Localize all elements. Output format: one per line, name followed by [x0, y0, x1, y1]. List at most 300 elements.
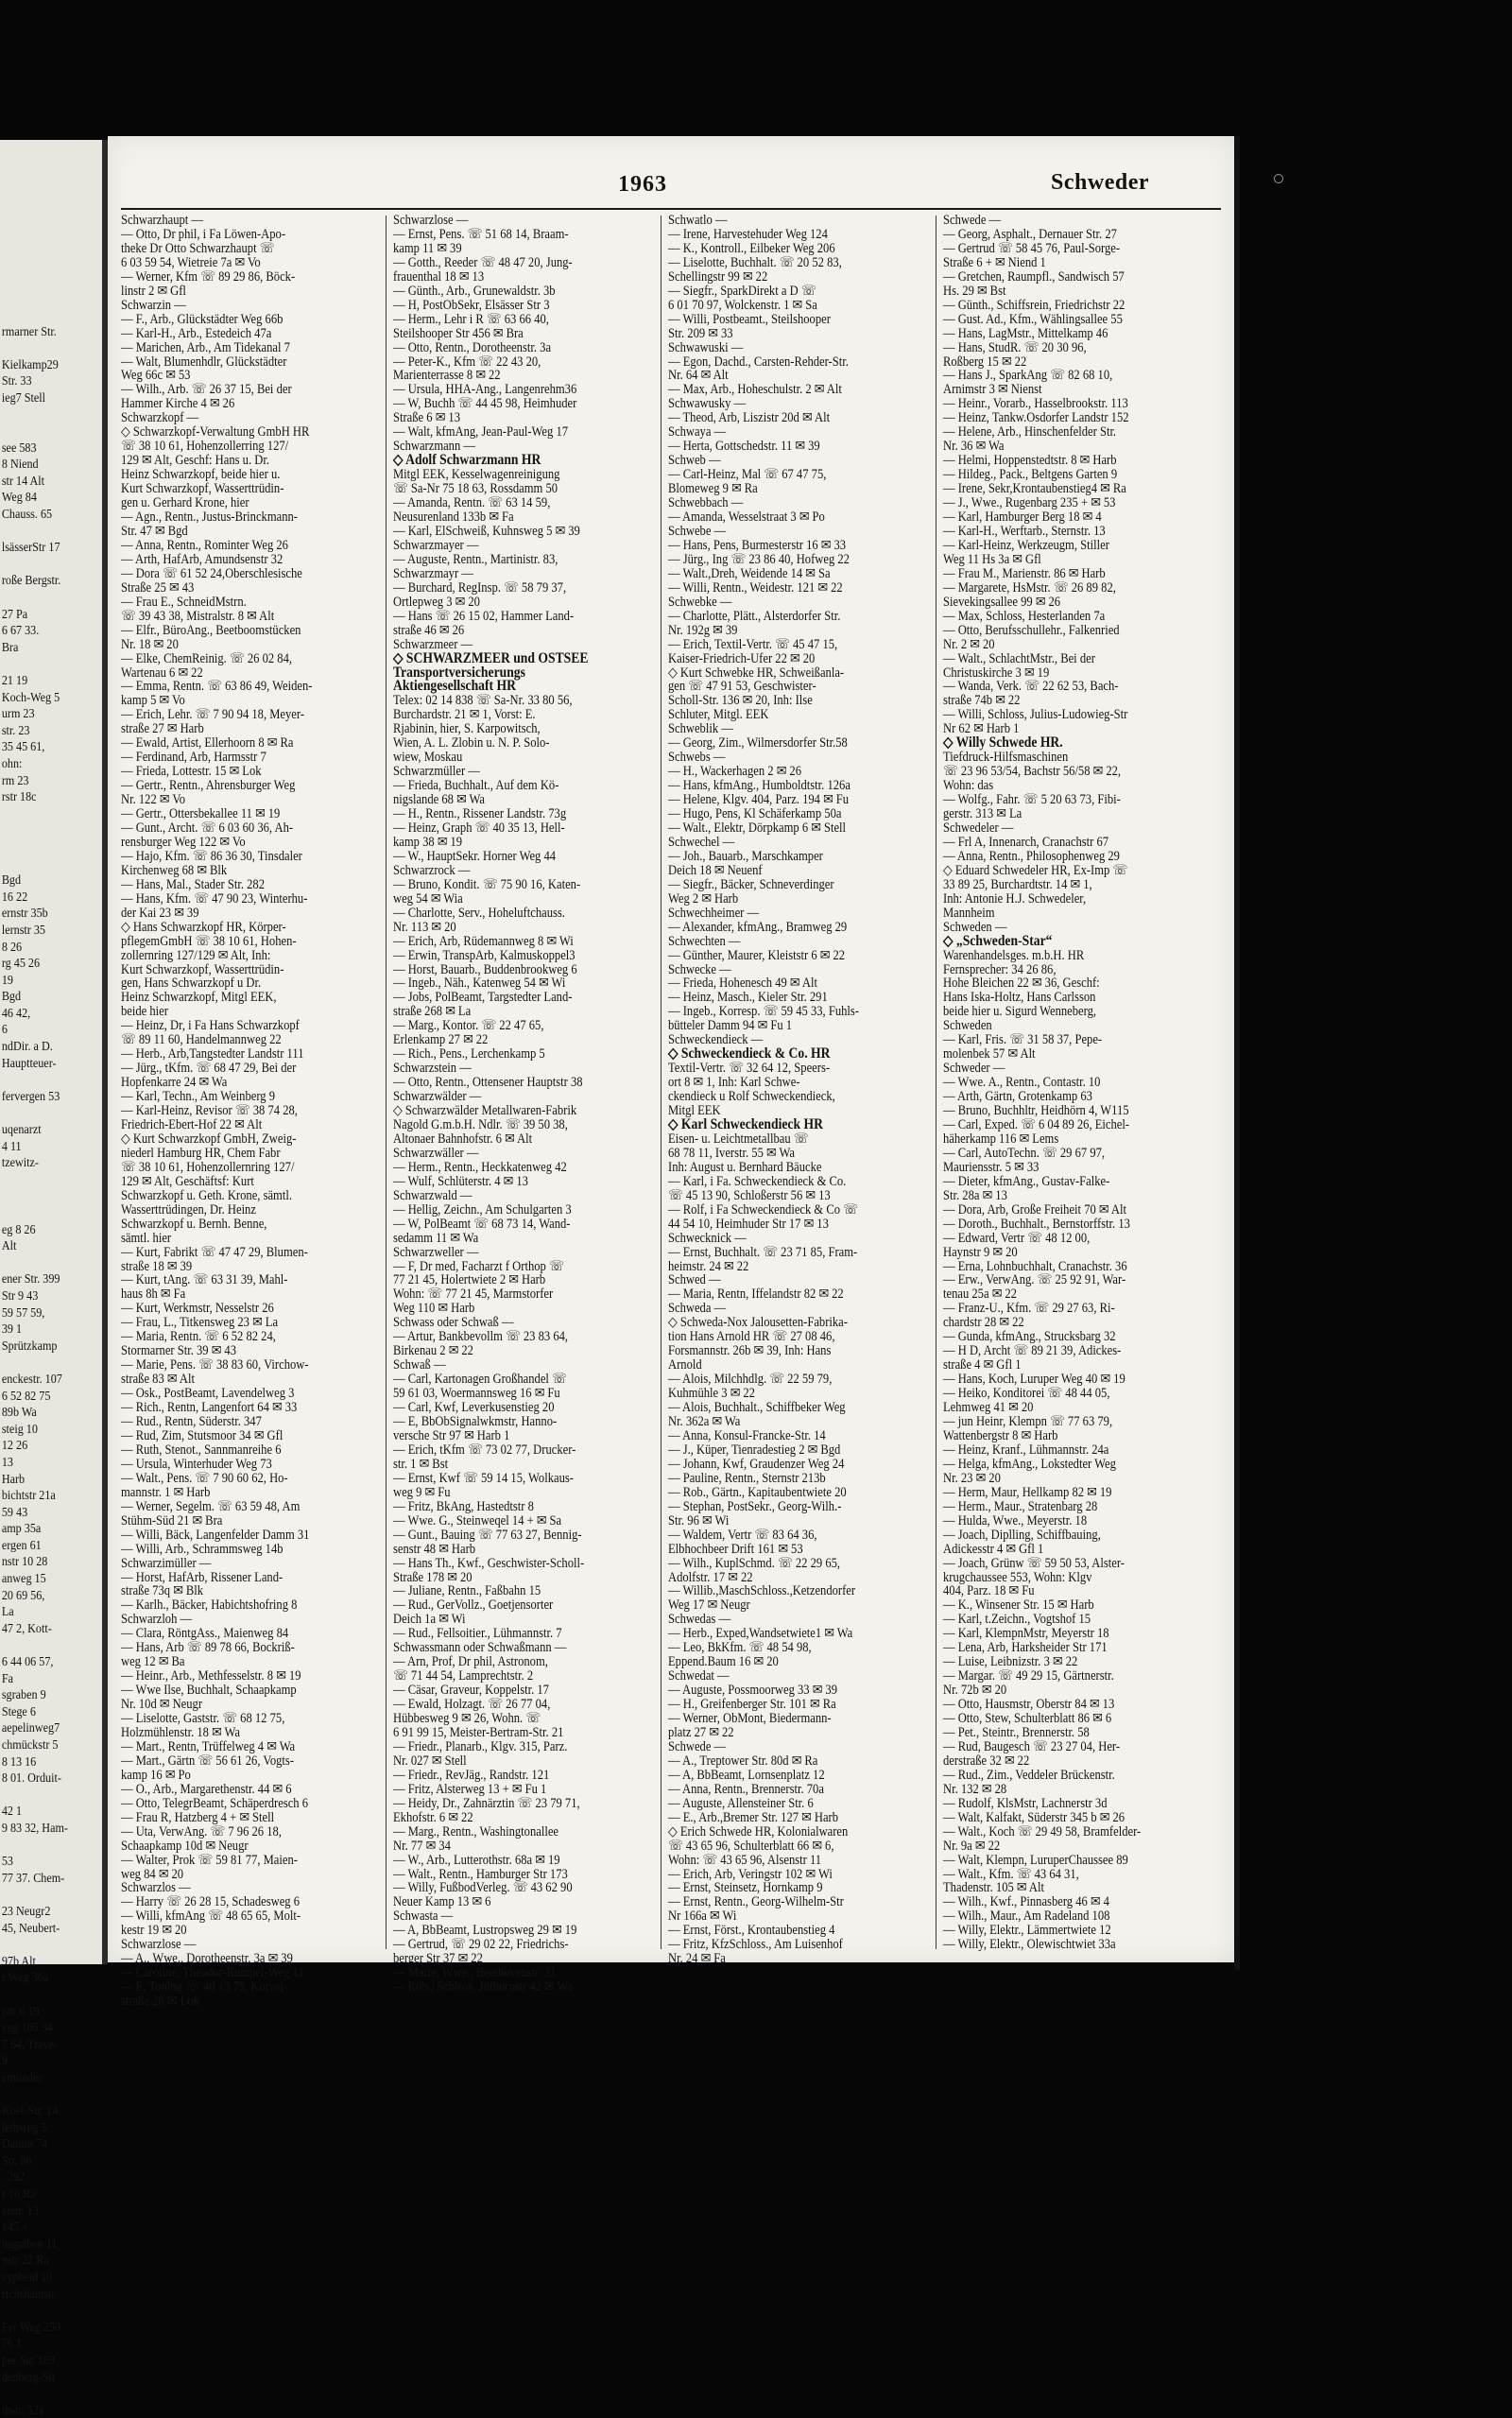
strip-line: enckestr. 107 [1, 1371, 62, 1386]
directory-entry-line: — Joh., Bauarb., Marschkamper [668, 848, 823, 864]
directory-entry-line: — Karlh., Bäcker, Habichtshofring 8 [121, 1598, 298, 1614]
directory-entry-line: — Egon, Dachd., Carsten-Rehder-Str. [668, 354, 849, 370]
directory-entry-line: Inh: August u. Bernhard Bäucke [668, 1159, 822, 1175]
directory-entry-line: gen ☏ 47 91 53, Geschwister- [668, 679, 816, 695]
directory-entry-line: — Fritz, BkAng, Hastedtstr 8 [393, 1498, 534, 1514]
directory-entry-line: — W., Arb., Lutterothstr. 68a ✉ 19 [393, 1852, 560, 1868]
directory-entry-line: Hopfenkarre 24 ✉ Wa [121, 1075, 228, 1091]
directory-entry-line: — Otto, Stew, Schulterblatt 86 ✉ 6 [943, 1711, 1112, 1727]
strip-line [0, 339, 94, 356]
directory-entry-line: — Pet., Steintr., Brennerstr. 58 [943, 1724, 1090, 1740]
directory-entry-line: — Rob., Gärtn., Kapitaubentwiete 20 [668, 1484, 847, 1500]
directory-entry-line: — H., Greifenberger Str. 101 ✉ Ra [668, 1697, 836, 1713]
directory-entry-line: — Pauline, Rentn., Sternstr 213b [668, 1470, 826, 1486]
directory-entry-line: linstr 2 ✉ Gfl [121, 283, 186, 299]
directory-entry-line: straße 18 ✉ 39 [121, 1258, 193, 1274]
strip-line: anweg 15 [1, 1571, 46, 1586]
directory-entry-line: ◇ SCHWARZMEER und OSTSEE [393, 649, 589, 666]
directory-entry-line: — Ingeb., Näh., Katenweg 54 ✉ Wi [393, 976, 566, 992]
strip-line: 4 11 [1, 1138, 22, 1153]
strip-line: 19 [1, 972, 13, 987]
strip-line: erstr. 13 [1, 2202, 39, 2218]
directory-entry-line: — E, Tonlng ☏ 48 13 75, Korvei- [121, 1979, 288, 1995]
directory-entry-line: — Rud., Zim., Veddeler Brückenstr. [943, 1767, 1115, 1783]
directory-entry-line: — Mart., Gärtn ☏ 56 61 26, Vogts- [121, 1753, 295, 1769]
surname-heading: Schwedeler — [943, 820, 1014, 836]
directory-entry-line: Schwarzkopf u. Bernh. Benne, [121, 1216, 267, 1232]
directory-entry-line: — Karl, Techn., Am Weinberg 9 [121, 1089, 276, 1105]
directory-entry-line: 129 ✉ Alt, Geschf: Hans u. Dr. [121, 453, 269, 469]
directory-entry-line: gen, Hans Schwarzkopf u Dr. [121, 976, 262, 992]
directory-entry-line: weg 84 ✉ 20 [121, 1866, 184, 1882]
directory-entry-line: Hans Iska-Holtz, Hans Carlsson [943, 990, 1096, 1006]
strip-line: 20 69 56, [1, 1587, 45, 1602]
directory-entry-line: Arnimstr 3 ✉ Nienst [943, 382, 1042, 398]
directory-entry-line: — Wilh., Arb. ☏ 26 37 15, Bei der [121, 382, 292, 398]
strip-line: 8 Niend [1, 457, 39, 472]
directory-entry-line: Telex: 02 14 838 ☏ Sa-Nr. 33 80 56, [393, 693, 573, 709]
page-header: Schweder [1051, 170, 1149, 195]
directory-entry-line: ort 8 ✉ 1, Inh: Karl Schwe- [668, 1075, 800, 1091]
directory-entry-line: — Herb., Exped,Wandsetwiete1 ✉ Wa [668, 1626, 853, 1642]
strip-line [0, 406, 94, 423]
directory-entry-line: kamp 11 ✉ 39 [393, 240, 462, 256]
strip-line [0, 1171, 94, 1188]
strip-line [0, 1187, 94, 1204]
strip-line: veg 105 34 [1, 2020, 53, 2035]
directory-entry-line: Str. 47 ✉ Bgd [121, 523, 188, 539]
directory-entry-line: der Kai 23 ✉ 39 [121, 905, 199, 921]
directory-entry-line: — Wwe. G., Steinweqel 14 + ✉ Sa [393, 1512, 562, 1529]
directory-entry-line: — Willi, Rentn., Weidestr. 121 ✉ 22 [668, 579, 843, 596]
directory-entry-line: — Werner, Segelm. ☏ 63 59 48, Am [121, 1498, 301, 1514]
directory-entry-line: Arnold [668, 1357, 702, 1373]
directory-entry-line: ◇ Eduard Schwedeler HR, Ex-Imp ☏ [943, 862, 1128, 878]
strip-line: str 14 Alt [1, 473, 45, 488]
directory-entry-line: ◇ Karl Schweckendieck HR [668, 1116, 823, 1132]
directory-entry-line: — Max, Arb., Hoheschulstr. 2 ✉ Alt [668, 382, 842, 398]
directory-entry-line: ◇ Schweckendieck & Co. HR [668, 1045, 831, 1062]
directory-entry-line: Aktiengesellschaft HR [393, 678, 516, 695]
directory-entry-line: — Alexander, kfmAng., Bramweg 29 [668, 919, 848, 935]
directory-entry-line: Wattenbergstr 8 ✉ Harb [943, 1427, 1058, 1443]
strip-line: Bgd [1, 872, 22, 888]
directory-entry-line: — Helene, Klgv. 404, Parz. 194 ✉ Fu [668, 792, 850, 808]
directory-entry-line: heimstr. 24 ✉ 22 [668, 1258, 749, 1274]
directory-entry-line: Nr. 18 ✉ 20 [121, 636, 179, 652]
directory-entry-line: Blomeweg 9 ✉ Ra [668, 481, 758, 497]
strip-line: ergen 61 [1, 1537, 42, 1552]
directory-entry-line: — Siegfr., SparkDirekt a D ☏ [668, 283, 816, 299]
directory-entry-line: Lehmweg 41 ✉ 20 [943, 1400, 1034, 1416]
directory-entry-line: — W., HauptSekr. Horner Weg 44 [393, 848, 557, 864]
directory-entry-line: — Walter, Prok ☏ 59 81 77, Maien- [121, 1852, 298, 1868]
directory-entry-line: platz 27 ✉ 22 [668, 1724, 734, 1740]
strip-line [0, 855, 94, 872]
directory-entry-line: — Willi, Bäck, Langenfelder Damm 31 [121, 1527, 310, 1543]
strip-line [0, 1986, 94, 2003]
strip-line: lethweg 5 [1, 2119, 47, 2134]
strip-line: eypheid 10 [1, 2270, 53, 2284]
strip-line: 89b Wa [1, 1405, 37, 1420]
strip-line: 35 45 61, [1, 739, 45, 754]
directory-entry-line: — Waldem, Vertr ☏ 83 64 36, [668, 1527, 817, 1543]
directory-entry-line: ◇ Kurt Schwebke HR, Schweißanla- [668, 665, 845, 681]
directory-entry-line: — jun Heinr, Klempn ☏ 77 63 79, [943, 1414, 1113, 1430]
directory-entry-line: — Hans ☏ 26 15 02, Hammer Land- [393, 608, 575, 624]
strip-line: 7 64, Trave- [1, 2036, 58, 2051]
column-4 [943, 214, 1206, 1951]
directory-entry-line: — Joach, Diplling, Schiffbauing, [943, 1527, 1101, 1543]
directory-entry-line: Nr. 77 ✉ 34 [393, 1838, 451, 1854]
directory-entry-line: nigslande 68 ✉ Wa [393, 792, 486, 808]
directory-entry-line: — A., Wwe., Dorotheenstr. 3a ✉ 39 [121, 1951, 293, 1967]
directory-entry-line: — Heinz, Tankw.Osdorfer Landstr 152 [943, 410, 1129, 426]
surname-heading: Schwarzloh — [121, 1612, 193, 1628]
directory-entry-line: — Anna, Rentn., Brennerstr. 70a [668, 1781, 824, 1797]
directory-entry-line: — Walt., Rentn., Hamburger Str 173 [393, 1866, 568, 1882]
directory-entry-line: — Erich, Textil-Vertr. ☏ 45 47 15, [668, 636, 838, 652]
directory-entry-line: — Hans, Pens, Burmesterstr 16 ✉ 33 [668, 537, 847, 553]
directory-entry-line: — Werner, ObMont, Biedermann- [668, 1711, 832, 1727]
surname-heading: Schweder — [943, 1061, 1005, 1077]
directory-entry-line: — Karl-Heinz, Werkzeugm, Stiller [943, 537, 1109, 553]
surname-heading: Schwedas — [668, 1612, 731, 1628]
strip-line: Weg 84 [1, 490, 37, 505]
directory-entry-line: — Ewald, Artist, Ellerhoorn 8 ✉ Ra [121, 735, 294, 751]
directory-entry-line: Nr. 23 ✉ 20 [943, 1470, 1001, 1486]
directory-entry-line: — H., Wackerhagen 2 ✉ 26 [668, 764, 802, 780]
strip-line: r Weg 36a [1, 1970, 49, 1985]
directory-entry-line: — Max, Schloss, Hesterlanden 7a [943, 608, 1106, 624]
directory-entry-line: — K., Winsener Str. 15 ✉ Harb [943, 1598, 1094, 1614]
directory-entry-line: ◇ Schwarzwälder Metallwaren-Fabrik [393, 1103, 577, 1119]
directory-entry-line: — Gertr., Ottersbekallee 11 ✉ 19 [121, 806, 281, 822]
directory-entry-line: ◇ Hans Schwarzkopf HR, Körper- [121, 919, 286, 935]
directory-entry-line: Thadenstr. 105 ✉ Alt [943, 1880, 1045, 1896]
directory-entry-line: — Amanda, Wesselstraat 3 ✉ Po [668, 510, 825, 526]
directory-entry-line: — Karl-H., Arb., Estedeich 47a [121, 325, 272, 341]
strip-line: Str. 86 [1, 2152, 32, 2168]
directory-entry-line: — Heiko, Konditorei ☏ 48 44 05, [943, 1386, 1110, 1402]
directory-entry-line: Weg 66c ✉ 53 [121, 368, 191, 384]
directory-entry-line: Scholl-Str. 136 ✉ 20, Inh: Ilse [668, 693, 813, 709]
directory-entry-line: — Willy, Elektr., Lämmertwiete 12 [943, 1923, 1111, 1939]
strip-line: ieg7 Stell [1, 389, 46, 405]
strip-line: rstr 18c [1, 789, 37, 804]
directory-entry-line: Ekhofstr. 6 ✉ 22 [393, 1809, 473, 1825]
directory-entry-line: Straße 25 ✉ 43 [121, 579, 195, 596]
directory-entry-line: — Wulf, Schlüterstr. 4 ✉ 13 [393, 1173, 528, 1189]
directory-entry-line: Heinz Schwarzkopf, beide hier u. [121, 467, 281, 483]
directory-entry-line: — Marie, Wwe., Beethovenstr. 31 [393, 1965, 557, 1981]
directory-entry-line: — Rud, Baugesch ☏ 23 27 04, Her- [943, 1738, 1121, 1754]
directory-entry-line: Kirchenweg 68 ✉ Blk [121, 862, 228, 878]
directory-entry-line: Schaapkamp 10d ✉ Neugr [121, 1838, 249, 1854]
directory-entry-line: — Herm, Maur, Hellkamp 82 ✉ 19 [943, 1484, 1112, 1500]
directory-entry-line: — Herm., Maur., Stratenbarg 28 [943, 1498, 1098, 1514]
surname-heading: Schwarzmüller — [393, 764, 480, 780]
directory-entry-line: — Carl, AutoTechn. ☏ 29 67 97, [943, 1145, 1106, 1161]
directory-entry-line: mannstr. 1 ✉ Harb [121, 1484, 211, 1500]
directory-entry-line: — Joach, Grünw ☏ 59 50 53, Alster- [943, 1555, 1125, 1571]
strip-line: tzewitz- [1, 1155, 39, 1170]
directory-entry-line: — Harry ☏ 26 28 15, Schadesweg 6 [121, 1894, 301, 1910]
directory-entry-line: Ortlepweg 3 ✉ 20 [393, 594, 480, 610]
directory-entry-line: berger Str 37 ✉ 22 [393, 1951, 483, 1967]
directory-entry-line: — Karl, KlempnMstr, Meyerstr 18 [943, 1626, 1109, 1642]
directory-entry-line: — Heinz, Masch., Kieler Str. 291 [668, 990, 828, 1006]
directory-entry-line: — Hans, LagMstr., Mittelkamp 46 [943, 325, 1108, 341]
directory-entry-line: — Helene, Arb., Hinschenfelder Str. [943, 424, 1117, 440]
directory-entry-line: Nr. 113 ✉ 20 [393, 919, 456, 935]
directory-entry-line: Str. 28a ✉ 13 [943, 1187, 1007, 1203]
strip-line: 9 [1, 2053, 8, 2068]
directory-entry-line: Mitgl EEK, Kesselwagenreinigung [393, 467, 560, 483]
directory-entry-line: — Anna, Konsul-Francke-Str. 14 [668, 1427, 826, 1443]
directory-entry-line: — Erna, Lohnbuchhalt, Cranachstr. 36 [943, 1258, 1127, 1274]
strip-line: Fa [1, 1670, 13, 1685]
directory-entry-line: 59 61 03, Woermannsweg 16 ✉ Fu [393, 1386, 560, 1402]
strip-line: nstr 22 Ra [1, 2253, 49, 2268]
directory-entry-line: — E., Arb.,Bremer Str. 127 ✉ Harb [668, 1809, 839, 1825]
directory-entry-line: — Doroth., Buchhalt., Bernstorffstr. 13 [943, 1216, 1130, 1232]
directory-entry-line: kamp 16 ✉ Po [121, 1767, 191, 1783]
directory-entry-line: straße 268 ✉ La [393, 1004, 472, 1020]
directory-entry-line: — Dora, Arb, Große Freiheit 70 ✉ Alt [943, 1201, 1126, 1218]
directory-entry-line: — Otto, Hausmstr, Oberstr 84 ✉ 13 [943, 1697, 1115, 1713]
directory-entry-line: — Horst, HafArb, Rissener Land- [121, 1569, 284, 1585]
directory-entry-line: — Anna, Rentn., Rominter Weg 26 [121, 537, 288, 553]
directory-entry-line: — Frau, L., Titkensweg 23 ✉ La [121, 1315, 279, 1331]
directory-entry-line: — Wilh., Maur., Am Radeland 108 [943, 1908, 1110, 1925]
directory-entry-line: Neusurenland 133b ✉ Fa [393, 510, 514, 526]
directory-entry-line: — Rob., Schloss, Jüthornstr 42 ✉ Wa [393, 1979, 573, 1995]
directory-entry-line: ckendieck u Rolf Schweckendieck, [668, 1089, 835, 1105]
surname-heading: Schwarzwald — [393, 1187, 472, 1203]
directory-entry-line: — Rich., Pens., Lerchenkamp 5 [393, 1046, 545, 1062]
directory-entry-line: 44 54 10, Heimhuder Str 17 ✉ 13 [668, 1216, 829, 1232]
strip-line: 8 13 16 [1, 1753, 37, 1769]
directory-entry-line: — Stephan, PostSekr., Georg-Wilh.- [668, 1498, 842, 1514]
strip-line: nsgraben 11 [1, 2236, 58, 2251]
directory-entry-line: molenbek 57 ✉ Alt [943, 1046, 1036, 1062]
directory-entry-line: Kurt Schwarzkopf, Wasserttrüdin- [121, 961, 284, 977]
strip-line [0, 240, 94, 257]
directory-entry-line: Nagold G.m.b.H. Ndlr. ☏ 39 50 38, [393, 1117, 568, 1132]
surname-heading: Schwarzmayr — [393, 565, 473, 581]
directory-entry-line: — Karl, Fris. ☏ 31 58 37, Pepe- [943, 1032, 1103, 1048]
surname-heading: Schwarzmeer — [393, 636, 473, 652]
surname-heading: Schweb — [668, 453, 721, 469]
directory-entry-line: — Theod, Arb, Liszistr 20d ✉ Alt [668, 410, 831, 426]
directory-entry-line: — H., Rentn., Rissener Landstr. 73g [393, 806, 567, 822]
previous-page-strip [0, 140, 108, 2417]
directory-entry-line: — E, BbObSignalwkmstr, Hanno- [393, 1414, 558, 1430]
directory-entry-line: — Carl, Kartonagen Großhandel ☏ [393, 1372, 567, 1388]
surname-heading: Schwarzwäller — [393, 1145, 479, 1161]
directory-entry-line: — Erw., VerwAng. ☏ 25 92 91, War- [943, 1272, 1126, 1288]
directory-entry-line: ☏ 45 13 90, Schloßerstr 56 ✉ 13 [668, 1187, 831, 1203]
directory-entry-line: — Rud., GerVollz., Goetjensorter [393, 1598, 554, 1614]
surname-heading: Schweda — [668, 1301, 727, 1317]
strip-line: Harb [1, 1471, 26, 1486]
directory-entry-line: — Karl-H., Werftarb., Sternstr. 13 [943, 523, 1106, 539]
directory-entry-line: — Agn., Rentn., Justus-Brinckmann- [121, 510, 298, 526]
page-number: 1963 [618, 172, 667, 197]
surname-heading: Schwaya — [668, 424, 727, 440]
strip-line: 8 01. Orduit- [1, 1770, 61, 1786]
directory-entry-line: Friedrich-Ebert-Hof 22 ✉ Alt [121, 1117, 263, 1132]
strip-line: rm 23 [1, 772, 29, 787]
directory-entry-line: Adickesstr 4 ✉ Gfl 1 [943, 1541, 1044, 1557]
directory-entry-line: Birkenau 2 ✉ 22 [393, 1343, 473, 1359]
directory-entry-line: — Ferdinand, Arb, Harmsstr 7 [121, 750, 266, 766]
directory-entry-line: Deich 18 ✉ Neuenf [668, 862, 763, 878]
strip-line: 13 [1, 1454, 13, 1469]
directory-entry-line: beide hier u. Sigurd Wenneberg, [943, 1004, 1097, 1020]
directory-entry-line: Schluter, Mitgl. EEK [668, 707, 769, 723]
directory-entry-line: — Fritz, KfzSchloss., Am Luisenhof [668, 1937, 843, 1953]
directory-entry-line: — Marg., Kontor. ☏ 22 47 65, [393, 1018, 544, 1034]
directory-entry-line: — Erich, tKfm ☏ 73 02 77, Drucker- [393, 1442, 576, 1458]
directory-entry-line: — Heinz, Graph ☏ 40 35 13, Hell- [393, 820, 565, 836]
directory-entry-line: — Willi, Postbeamt., Steilshooper [668, 311, 831, 327]
directory-entry-line: — Heinz, Kranf., Lühmannstr. 24a [943, 1442, 1109, 1458]
directory-entry-line: — H D, Archt ☏ 89 21 39, Adickes- [943, 1343, 1122, 1359]
strip-line [0, 1354, 94, 1371]
directory-entry-line: straße 73q ✉ Blk [121, 1583, 204, 1599]
surname-heading: Schwedat — [668, 1668, 730, 1684]
directory-entry-line: — Gertrud ☏ 58 45 76, Paul-Sorge- [943, 240, 1121, 256]
directory-entry-line: — J., Küper, Tienradestieg 2 ✉ Bgd [668, 1442, 841, 1458]
directory-entry-line: Nr. 132 ✉ 28 [943, 1781, 1007, 1797]
directory-entry-line: — Walt., Koch ☏ 29 49 58, Bramfelder- [943, 1823, 1142, 1839]
directory-entry-line: Kuhmühle 3 ✉ 22 [668, 1386, 755, 1402]
directory-entry-line: — Walt., Kfm. ☏ 43 64 31, [943, 1866, 1079, 1882]
directory-entry-line: — Karl, t.Zeichn., Vogtshof 15 [943, 1612, 1091, 1628]
directory-entry-line: — Ruth, Stenot., Sannmanreihe 6 [121, 1442, 282, 1458]
directory-entry-line: — Osk., PostBeamt, Lavendelweg 3 [121, 1386, 295, 1402]
strip-line: 77 37. Chem- [1, 1870, 65, 1885]
directory-entry-line: chardstr 28 ✉ 22 [943, 1315, 1024, 1331]
directory-entry-line: — Wanda, Verk. ☏ 22 62 53, Bach- [943, 679, 1119, 695]
directory-entry-line: — Frau E., SchneidMstrn. [121, 594, 247, 610]
directory-entry-line: — Hans, Arb ☏ 89 78 66, Bockriß- [121, 1640, 295, 1656]
directory-entry-line: — Peter-K., Kfm ☏ 22 43 20, [393, 354, 541, 370]
strip-line: tstr 6 19 [1, 2003, 40, 2018]
directory-entry-line: tion Hans Arnold HR ☏ 27 08 46, [668, 1329, 835, 1345]
directory-entry-line: — Emma, Rentn. ☏ 63 86 49, Weiden- [121, 679, 313, 695]
directory-entry-line: — Georg, Asphalt., Dernauer Str. 27 [943, 226, 1117, 242]
strip-line [0, 289, 94, 306]
directory-entry-line: — Erich, Arb, Veringstr 102 ✉ Wi [668, 1866, 833, 1882]
strip-line: Hauptteuer- [1, 1055, 57, 1070]
strip-line: aepelinweg7 [1, 1720, 60, 1736]
directory-entry-line: Roßberg 15 ✉ 22 [943, 354, 1027, 370]
directory-entry-line: weg 12 ✉ Ba [121, 1654, 185, 1670]
directory-entry-line: — Burchard, RegInsp. ☏ 58 79 37, [393, 579, 567, 596]
directory-entry-line: ◇ „Schweden-Star“ [943, 932, 1053, 949]
directory-entry-line: — Herb., Arb,Tangstedter Landstr 111 [121, 1046, 304, 1062]
strip-line: thstr. 52a [1, 2402, 44, 2417]
strip-line [0, 1837, 94, 1854]
directory-entry-line: 6 91 99 15, Meister-Bertram-Str. 21 [393, 1724, 564, 1740]
surname-heading: Schwawusky — [668, 396, 747, 412]
directory-entry-line: Nr. 122 ✉ Vo [121, 792, 186, 808]
page-edge [1234, 136, 1240, 1970]
strip-line: nstr 10 28 [1, 1554, 48, 1569]
directory-entry-line: — A., Treptower Str. 80d ✉ Ra [668, 1753, 818, 1769]
directory-entry-line: Nr. 027 ✉ Stell [393, 1753, 467, 1769]
directory-entry-line: Nr. 362a ✉ Wa [668, 1414, 741, 1430]
directory-entry-line: — Gertr., Rentn., Ahrensburger Weg [121, 778, 296, 794]
directory-entry-line: — Helga, kfmAng., Lokstedter Weg [943, 1456, 1116, 1472]
surname-heading: Schwede — [943, 213, 1002, 228]
directory-entry-line: — Rud., Rentn, Süderstr. 347 [121, 1414, 262, 1430]
directory-entry-line: gerstr. 313 ✉ La [943, 806, 1022, 822]
surname-heading: Schwed — [668, 1272, 721, 1288]
directory-entry-line: — Heinz, Dr, i Fa Hans Schwarzkopf [121, 1018, 300, 1034]
directory-entry-line: straße 27 ✉ Harb [121, 721, 204, 737]
directory-entry-line: — Gunt., Archt. ☏ 6 03 60 36, Ah- [121, 820, 294, 836]
directory-entry-line: — Werner, Kfm ☏ 89 29 86, Böck- [121, 268, 296, 285]
directory-entry-line: derstraße 32 ✉ 22 [943, 1753, 1030, 1769]
strip-line [0, 306, 94, 323]
strip-line: rmarner Str. [1, 323, 57, 338]
directory-entry-line: — Walt., Elektr, Dörpkamp 6 ✉ Stell [668, 820, 847, 836]
directory-entry-line: — Ursula, HHA-Ang., Langenrehm36 [393, 382, 577, 398]
directory-entry-line: ☏ 43 65 96, Schulterblatt 66 ✉ 6, [668, 1838, 834, 1854]
directory-entry-line: senstr 48 ✉ Harb [393, 1541, 476, 1557]
directory-entry-line: Weg 2 ✉ Harb [668, 890, 739, 907]
directory-entry-line: — Auguste, Possmoorweg 33 ✉ 39 [668, 1683, 837, 1699]
strip-line [0, 173, 94, 190]
strip-line [0, 655, 94, 672]
surname-heading: Schwasta — [393, 1908, 454, 1925]
strip-line: Damm 74 [1, 2136, 48, 2151]
directory-entry-line: — Willib.,MaschSchloss.,Ketzendorfer [668, 1583, 856, 1599]
directory-entry-line: — Jobs, PolBeamt, Targstedter Land- [393, 990, 573, 1006]
directory-entry-line: — Wwe. A., Rentn., Contastr. 10 [943, 1075, 1101, 1091]
surname-heading: Schwarzin — [121, 297, 186, 313]
surname-heading: Schwede — [668, 1738, 727, 1754]
directory-entry-line: Nr. 36 ✉ Wa [943, 439, 1005, 455]
directory-entry-line: Wohn: ☏ 77 21 45, Marmstorfer [393, 1287, 554, 1303]
strip-line: . 292 [1, 2169, 26, 2185]
directory-entry-line: — K., Kontroll., Eilbeker Weg 206 [668, 240, 835, 256]
directory-entry-line: — Walt, Blumenhdlr, Glückstädter [121, 354, 287, 370]
column-divider [386, 216, 387, 1949]
directory-entry-line: Stormarner Str. 39 ✉ 43 [121, 1343, 237, 1359]
strip-line: denberg-Str [1, 2369, 56, 2384]
strip-line: eg 8 26 [1, 1221, 36, 1236]
directory-entry-line: — Walt., SchlachtMstr., Bei der [943, 650, 1095, 666]
strip-line: sgraben 9 [1, 1687, 46, 1702]
strip-line [0, 206, 94, 223]
directory-entry-line: — Ernst, Steinsetz, Hornkamp 9 [668, 1880, 823, 1896]
column-divider [661, 216, 662, 1949]
directory-entry-line: — Maria, Rentn, Iffelandstr 82 ✉ 22 [668, 1287, 844, 1303]
directory-entry-line: — Hans Th., Kwf., Geschwister-Scholl- [393, 1555, 585, 1571]
directory-entry-line: — Irene, Sekr,Krontaubenstieg4 ✉ Ra [943, 481, 1126, 497]
directory-entry-line: Altonaer Bahnhofstr. 6 ✉ Alt [393, 1131, 533, 1147]
strip-line: Stege 6 [1, 1703, 36, 1719]
directory-entry-line: — Liselotte, Buchhalt. ☏ 20 52 83, [668, 254, 842, 270]
strip-line [0, 523, 94, 540]
directory-entry-line: — Hans, kfmAng., Humboldtstr. 126a [668, 778, 850, 794]
directory-entry-line: — Wilh., KuplSchmd. ☏ 22 29 65, [668, 1555, 841, 1571]
